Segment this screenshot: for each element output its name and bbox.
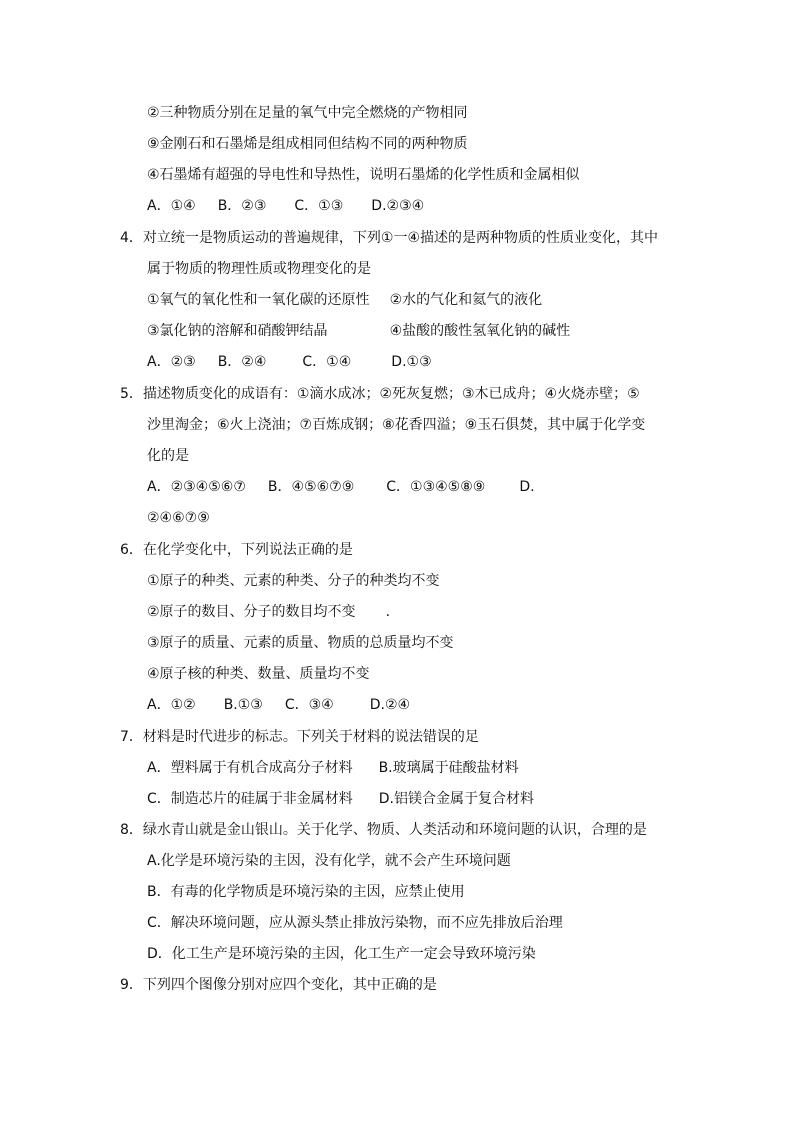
q8-option-b: B．有毒的化学物质是环境污染的主因，应禁止使用 — [147, 884, 465, 900]
q6-statement-4: ④原子核的种类、数量、质量均不变 — [147, 666, 370, 682]
q6-stem: 6．在化学变化中，下列说法正确的是 — [120, 542, 353, 558]
q6-statement-3: ③原子的质量、元素的质量、物质的总质量均不变 — [147, 635, 454, 651]
q4-stem-line-1: 4．对立统一是物质运动的普遍规律，下列①一④描述的是两种物质的性质业变化，其中 — [120, 230, 659, 246]
q8-option-a: A.化学是环境污染的主因，没有化学，就不会产生环境问题 — [147, 853, 511, 869]
q9-stem: 9．下列四个图像分别对应四个变化，其中正确的是 — [120, 977, 437, 993]
q6-options — [147, 696, 410, 714]
q5-option-b: B．④⑤⑥⑦⑨ — [267, 479, 355, 495]
q8-option-d: D．化工生产是环境污染的主因，化工生产一定会导致环境污染 — [147, 946, 536, 962]
q4-option-a: A．②③ — [147, 354, 196, 370]
q6-option-b: B.①③ — [223, 697, 263, 713]
q6-option-d: D.②④ — [369, 697, 411, 713]
q3-option-b: B．②③ — [217, 198, 267, 214]
q5-option-a: A．②③④⑤⑥⑦ — [147, 479, 246, 495]
q4-statement-3: ③氯化钠的溶解和硝酸钾结晶 — [147, 323, 328, 339]
q4-statement-1: ①氧气的氧化性和一氧化碳的还原性 — [147, 292, 370, 308]
q5-stem-line-1: 5．描述物质变化的成语有：①滴水成冰；②死灰复燃；③木已成舟；④火烧赤壁；⑤ — [120, 386, 640, 402]
q5-option-d-continued: ②④⑥⑦⑨ — [147, 510, 210, 526]
q4-statement-row-1 — [147, 291, 542, 309]
q3-statement-2: ②三种物质分别在足量的氧气中完全燃烧的产物相同 — [147, 105, 468, 121]
q3-options — [147, 197, 424, 215]
q5-option-c: C．①③④⑤⑧⑨ — [386, 479, 486, 495]
q5-option-d: D. — [519, 479, 535, 495]
q5-options — [147, 478, 535, 496]
q6-statement-row-2 — [147, 603, 390, 621]
q3-option-a: A．①④ — [147, 198, 196, 214]
q5-stem-line-2: 沙里淘金；⑥火上浇油；⑦百炼成钢；⑧花香四溢；⑨玉石俱焚，其中属于化学变 — [147, 417, 646, 433]
q6-option-a: A．①② — [147, 697, 196, 713]
q7-option-a: A．塑料属于有机合成高分子材料 — [147, 760, 353, 776]
q6-option-c: C．③④ — [284, 697, 334, 713]
q3-statement-3: ⑨金刚石和石墨烯是组成相同但结构不同的两种物质 — [147, 136, 468, 152]
q4-option-d: D.①③ — [391, 354, 432, 370]
q4-stem-line-2: 属于物质的物理性质或物理变化的是 — [147, 261, 371, 277]
q7-option-c: C．制造芯片的硅属于非金属材料 — [147, 791, 353, 807]
q3-option-c: C．①③ — [294, 198, 344, 214]
q7-option-b: B.玻璃属于硅酸盐材料 — [378, 760, 519, 776]
q3-statement-4: ④石墨烯有超强的导电性和导热性，说明石墨烯的化学性质和金属相似 — [147, 167, 580, 183]
q4-statement-4: ④盐酸的酸性氢氧化钠的碱性 — [389, 323, 571, 339]
q4-options — [147, 353, 432, 371]
q4-option-c: C．①④ — [302, 354, 352, 370]
q7-options-row-1 — [147, 759, 519, 777]
q7-option-d: D.铝镁合金属于复合材料 — [378, 791, 535, 807]
q6-statement-1: ①原子的种类、元素的种类、分子的种类均不变 — [147, 573, 440, 589]
q7-options-row-2 — [147, 790, 534, 808]
q3-option-d: D.②③④ — [371, 198, 425, 214]
q6-stray-mark: . — [385, 604, 391, 620]
q4-option-b: B．②④ — [217, 354, 267, 370]
q6-statement-2: ②原子的数目、分子的数目均不变 — [147, 604, 356, 620]
q7-stem: 7．材料是时代进步的标志。下列关于材料的说法错误的足 — [120, 729, 479, 745]
q5-stem-line-3: 化的是 — [147, 448, 189, 464]
q8-stem: 8．绿水青山就是金山银山。关于化学、物质、人类活动和环境问题的认识，合理的是 — [120, 822, 647, 838]
q4-statement-row-2 — [147, 322, 570, 340]
q4-statement-2: ②水的气化和氦气的液化 — [389, 292, 543, 308]
q8-option-c: C．解决环境问题，应从源头禁止排放污染物，而不应先排放后治理 — [147, 915, 563, 931]
